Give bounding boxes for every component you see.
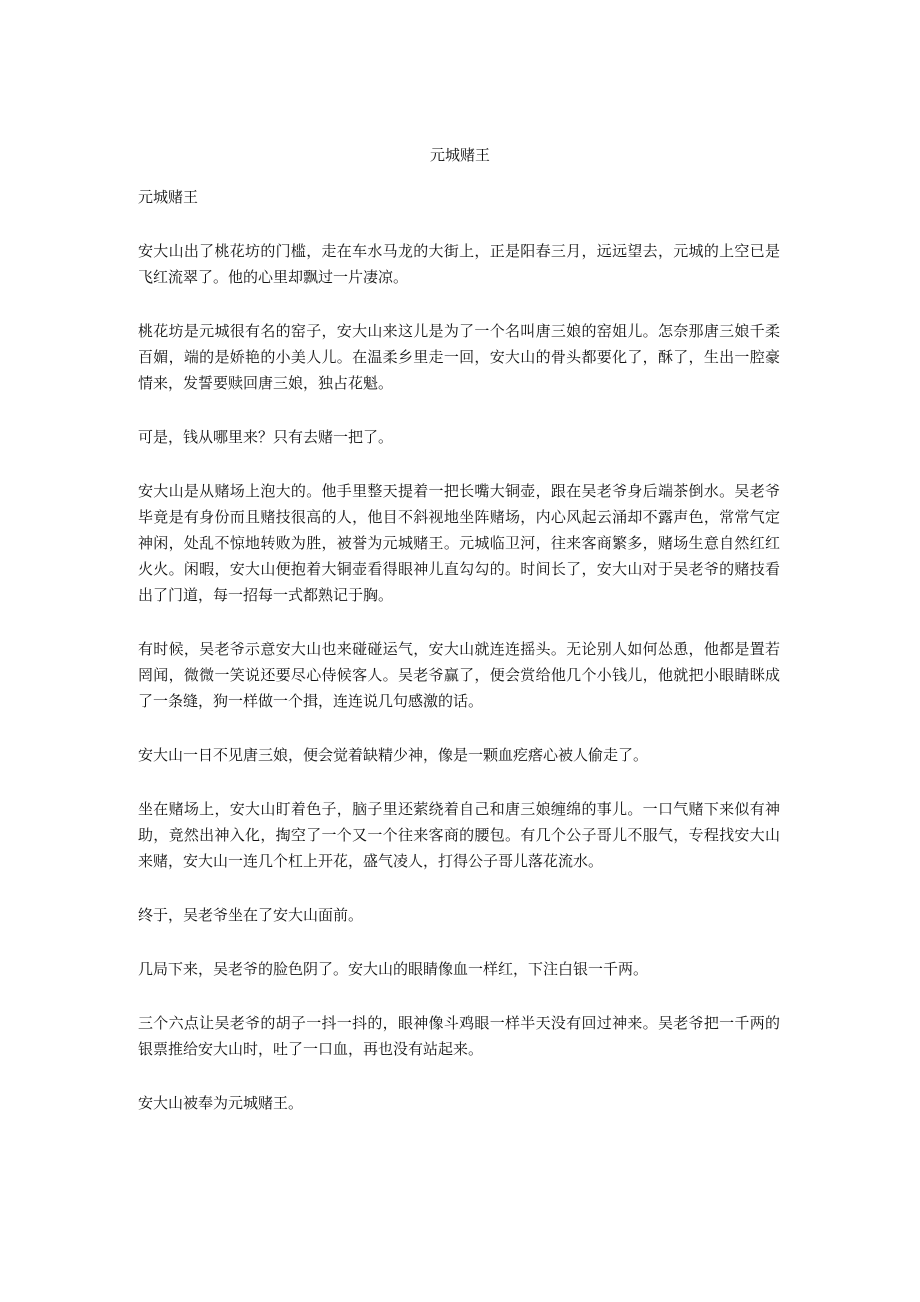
document-subtitle: 元城赌王: [138, 188, 199, 206]
paragraph-4: 安大山是从赌场上泡大的。他手里整天提着一把长嘴大铜壶，跟在吴老爷身后端茶倒水。吴老爷毕竟是有身份而且赌技很高的人，他目不斜视地坐阵赌场，内心风起云涌却不露声色，常常气定神闲，处乱不惊地转败为胜，被誉为元城赌王。元城临卫河，往来客商繁多，赌场生意自然红红火火。闲暇，安大山便抱着大铜壶看得眼神儿直勾勾的。时间长了，安大山对于吴老爷的赌技看出了门道，每一招每一式都熟记于胸。: [138, 482, 780, 604]
paragraph-10: 三个六点让吴老爷的胡子一抖一抖的，眼神像斗鸡眼一样半天没有回过神来。吴老爷把一千两的银票推给安大山时，吐了一口血，再也没有站起来。: [138, 1014, 780, 1058]
document-title: 元城赌王: [429, 146, 490, 164]
paragraph-11: 安大山被奉为元城赌王。: [138, 1094, 304, 1112]
paragraph-3: 可是，钱从哪里来？只有去赌一把了。: [138, 428, 394, 446]
paragraph-7: 坐在赌场上，安大山盯着色子，脑子里还萦绕着自己和唐三娘缠绵的事儿。一口气赌下来似有神助，竟然出神入化，掏空了一个又一个往来客商的腰包。有几个公子哥儿不服气，专程找安大山来赌，安大山一连几个杠上开花，盛气凌人，打得公子哥儿落花流水。: [138, 800, 780, 870]
paragraph-1: 安大山出了桃花坊的门槛，走在车水马龙的大街上，正是阳春三月，远远望去，元城的上空已是飞红流翠了。他的心里却飘过一片凄凉。: [138, 242, 780, 286]
document-body: [138, 184, 780, 1144]
paragraph-8: 终于，吴老爷坐在了安大山面前。: [138, 906, 364, 924]
paragraph-6: 安大山一日不见唐三娘，便会觉着缺精少神，像是一颗血疙瘩心被人偷走了。: [138, 746, 649, 764]
paragraph-2: 桃花坊是元城很有名的窑子，安大山来这儿是为了一个名叫唐三娘的窑姐儿。怎奈那唐三娘千柔百媚，端的是娇艳的小美人儿。在温柔乡里走一回，安大山的骨头都要化了，酥了，生出一腔豪情来，发誓要赎回唐三娘，独占花魁。: [138, 322, 780, 392]
paragraph-5: 有时候，吴老爷示意安大山也来碰碰运气，安大山就连连摇头。无论别人如何怂恿，他都是置若罔闻，微微一笑说还要尽心侍候客人。吴老爷赢了，便会赏给他几个小钱儿，他就把小眼睛眯成了一条缝，狗一样做一个揖，连连说几句感激的话。: [138, 640, 780, 710]
paragraph-9: 几局下来，吴老爷的脸色阴了。安大山的眼睛像血一样红，下注白银一千两。: [138, 960, 649, 978]
